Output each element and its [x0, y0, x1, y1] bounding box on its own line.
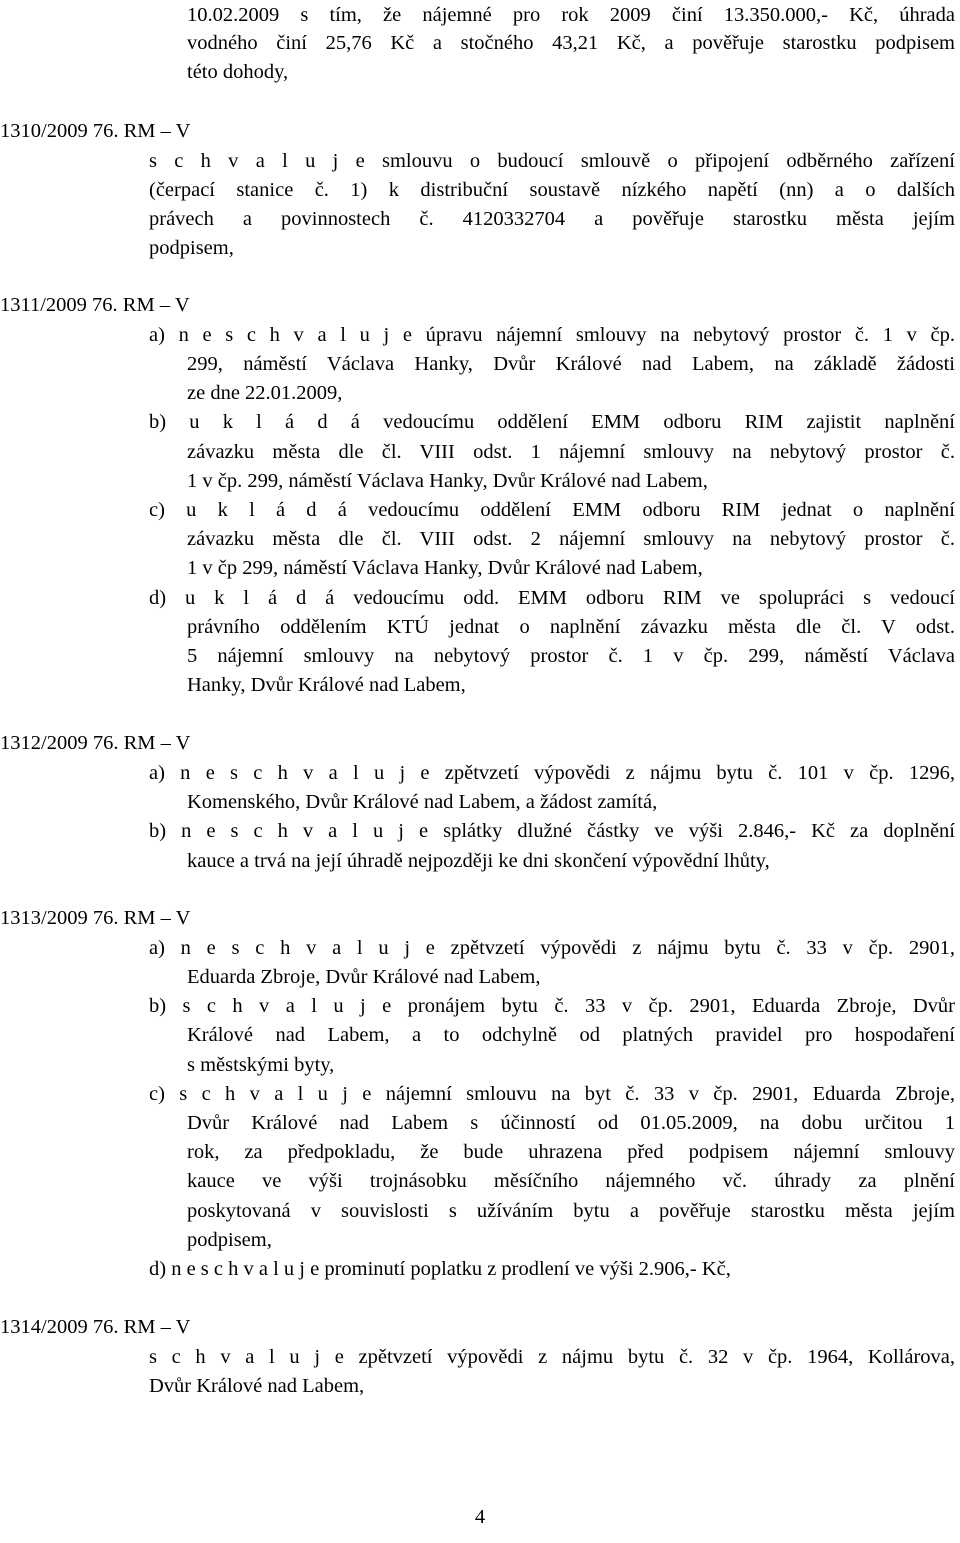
paragraph-line: 10.02.2009 s tím, že nájemné pro rok 2009 činí 13.350.000,- Kč, úhrada	[187, 4, 955, 26]
page-number: 4	[474, 1506, 486, 1528]
paragraph-line: kauce a trvá na její úhradě nejpozději ke dni skončení výpovědní lhůty,	[187, 850, 770, 872]
resolution-header: 1311/2009 76. RM – V	[0, 294, 190, 316]
paragraph-line: rok, za předpokladu, že bude uhrazena před podpisem nájemní smlouvy	[187, 1141, 955, 1163]
paragraph-line: b) u k l á d á vedoucímu oddělení EMM odboru RIM zajistit naplnění	[149, 411, 955, 433]
resolution-header: 1312/2009 76. RM – V	[0, 732, 191, 754]
resolution-header: 1313/2009 76. RM – V	[0, 907, 191, 929]
paragraph-line: podpisem,	[187, 1229, 272, 1251]
paragraph-line: Eduarda Zbroje, Dvůr Králové nad Labem,	[187, 966, 541, 988]
paragraph-line: ze dne 22.01.2009,	[187, 382, 343, 404]
paragraph-line: d) u k l á d á vedoucímu odd. EMM odboru RIM ve spolupráci s vedoucí	[149, 587, 955, 609]
paragraph-line: s c h v a l u j e zpětvzetí výpovědi z nájmu bytu č. 32 v čp. 1964, Kollárova,	[149, 1346, 955, 1368]
paragraph-line: poskytovaná v souvislosti s užíváním bytu a pověřuje starostku města jejím	[187, 1200, 955, 1222]
resolution-header: 1314/2009 76. RM – V	[0, 1316, 191, 1338]
paragraph-line: Králové nad Labem, a to odchylně od platných pravidel pro hospodaření	[187, 1024, 955, 1046]
paragraph-line: 299, náměstí Václava Hanky, Dvůr Králové nad Labem, na základě žádosti	[187, 353, 955, 375]
paragraph-line: s městskými byty,	[187, 1054, 335, 1076]
paragraph-line: a) n e s c h v a l u j e zpětvzetí výpovědi z nájmu bytu č. 101 v čp. 1296,	[149, 762, 955, 784]
paragraph-line: a) n e s c h v a l u j e úpravu nájemní smlouvy na nebytový prostor č. 1 v čp.	[149, 324, 955, 346]
paragraph-line: právech a povinnostech č. 4120332704 a pověřuje starostku města jejím	[149, 208, 955, 230]
paragraph-line: podpisem,	[149, 237, 234, 259]
paragraph-line: b) s c h v a l u j e pronájem bytu č. 33 v čp. 2901, Eduarda Zbroje, Dvůr	[149, 995, 955, 1017]
paragraph-line: právního oddělením KTÚ jednat o naplnění závazku města dle čl. V odst.	[187, 616, 955, 638]
paragraph-line: a) n e s c h v a l u j e zpětvzetí výpovědi z nájmu bytu č. 33 v čp. 2901,	[149, 937, 955, 959]
paragraph-line: kauce ve výši trojnásobku měsíčního nájemného vč. úhrady za plnění	[187, 1170, 955, 1192]
paragraph-line: Komenského, Dvůr Králové nad Labem, a žádost zamítá,	[187, 791, 658, 813]
paragraph-line: Dvůr Králové nad Labem,	[149, 1375, 365, 1397]
paragraph-line: závazku města dle čl. VIII odst. 2 nájemní smlouvy na nebytový prostor č.	[187, 528, 955, 550]
resolution-header: 1310/2009 76. RM – V	[0, 120, 191, 142]
paragraph-line: Hanky, Dvůr Králové nad Labem,	[187, 674, 466, 696]
paragraph-line: 5 nájemní smlouvy na nebytový prostor č. 1 v čp. 299, náměstí Václava	[187, 645, 955, 667]
paragraph-line: s c h v a l u j e smlouvu o budoucí smlouvě o připojení odběrného zařízení	[149, 150, 955, 172]
paragraph-line: závazku města dle čl. VIII odst. 1 nájemní smlouvy na nebytový prostor č.	[187, 441, 955, 463]
paragraph-line: d) n e s c h v a l u j e prominutí poplatku z prodlení ve výši 2.906,- Kč,	[149, 1258, 731, 1280]
paragraph-line: této dohody,	[187, 61, 289, 83]
paragraph-line: vodného činí 25,76 Kč a stočného 43,21 Kč, a pověřuje starostku podpisem	[187, 32, 955, 54]
paragraph-line: 1 v čp. 299, náměstí Václava Hanky, Dvůr Králové nad Labem,	[187, 470, 708, 492]
paragraph-line: (čerpací stanice č. 1) k distribuční soustavě nízkého napětí (nn) a o dalších	[149, 179, 955, 201]
paragraph-line: c) s c h v a l u j e nájemní smlouvu na byt č. 33 v čp. 2901, Eduarda Zbroje,	[149, 1083, 955, 1105]
paragraph-line: 1 v čp 299, náměstí Václava Hanky, Dvůr Králové nad Labem,	[187, 557, 703, 579]
paragraph-line: c) u k l á d á vedoucímu oddělení EMM odboru RIM jednat o naplnění	[149, 499, 955, 521]
paragraph-line: b) n e s c h v a l u j e splátky dlužné částky ve výši 2.846,- Kč za doplnění	[149, 820, 955, 842]
paragraph-line: Dvůr Králové nad Labem s účinností od 01.05.2009, na dobu určitou 1	[187, 1112, 955, 1134]
